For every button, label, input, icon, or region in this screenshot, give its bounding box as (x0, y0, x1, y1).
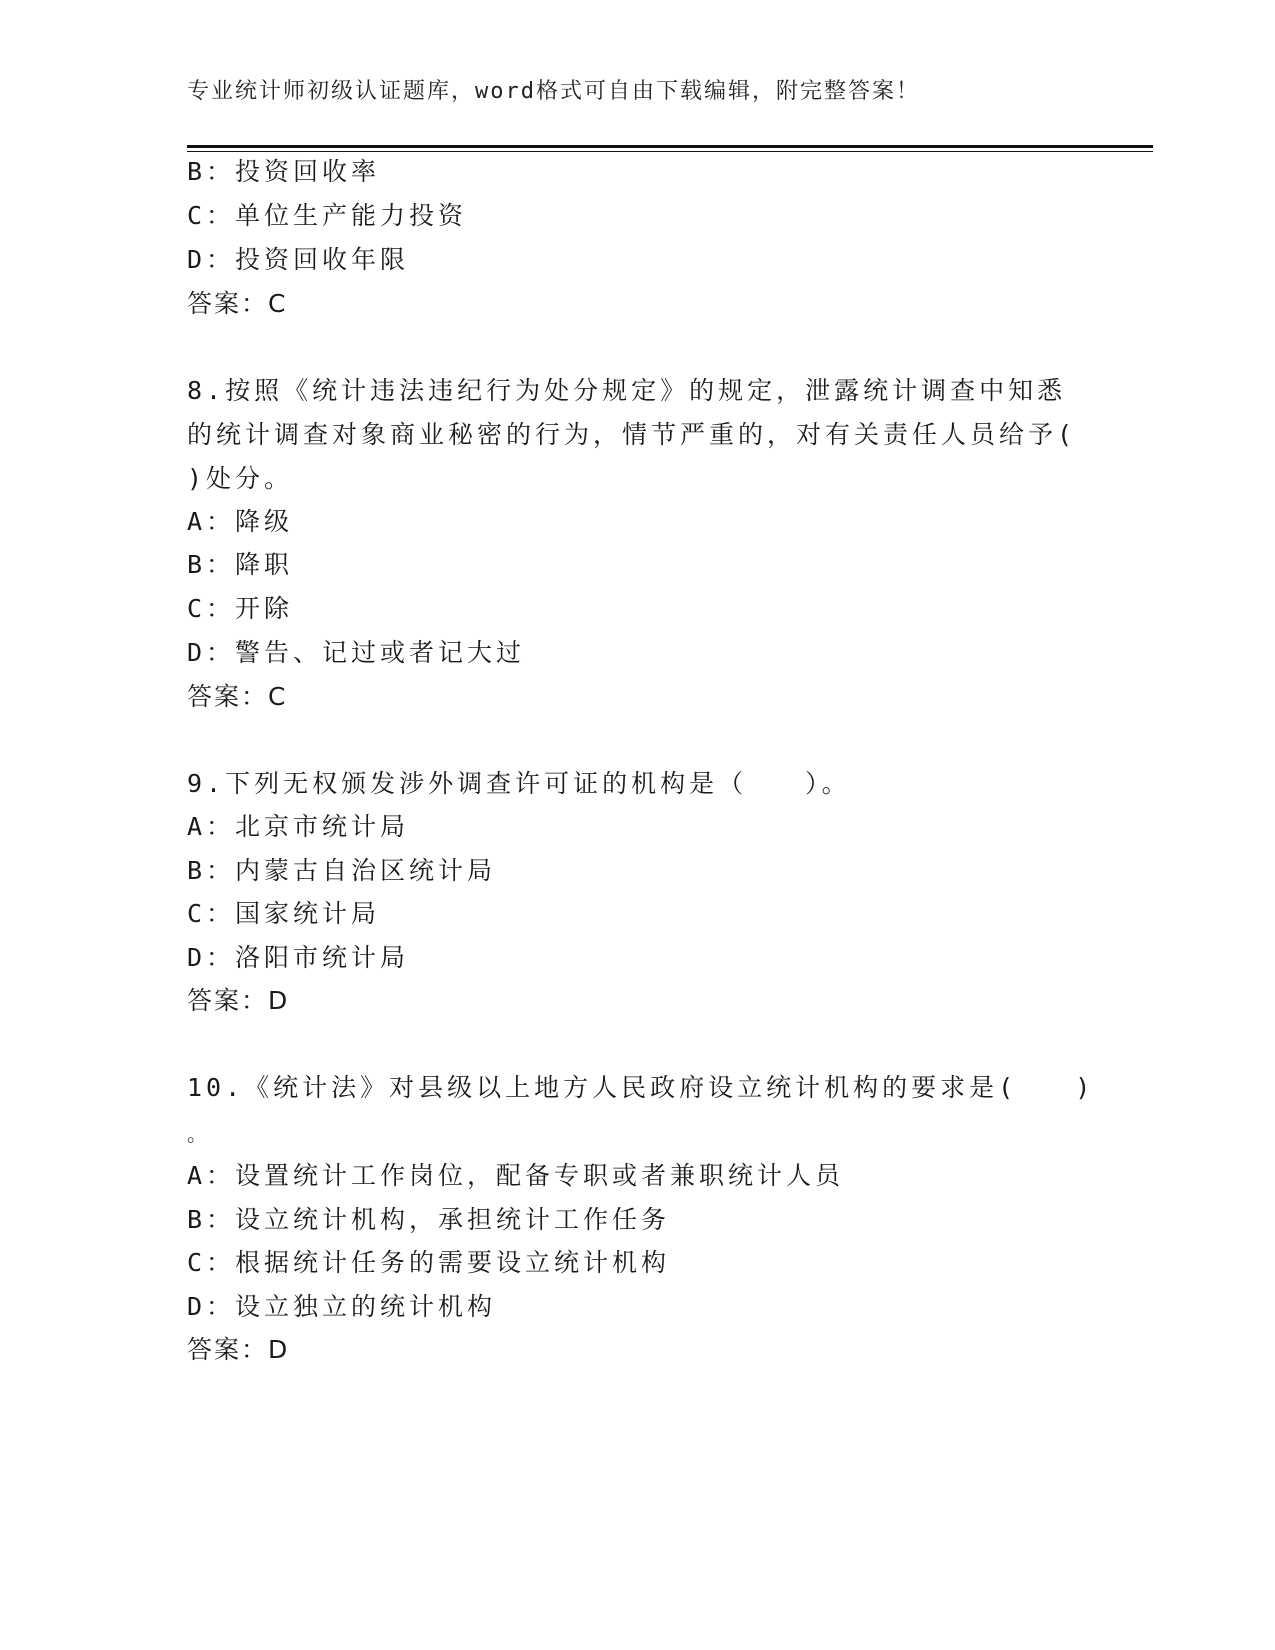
q8-option-a: A：降级 (187, 507, 294, 536)
header-rule-thick (187, 145, 1153, 148)
q8-answer: 答案：C (187, 682, 288, 711)
q8-stem-line3: )处分。 (187, 464, 294, 493)
q7-answer: 答案：C (187, 289, 288, 318)
q8-option-c: C：开除 (187, 594, 294, 623)
q10-option-c: C：根据统计任务的需要设立统计机构 (187, 1248, 671, 1277)
q7-option-d: D：投资回收年限 (187, 245, 410, 274)
q8-option-b: B：降职 (187, 550, 294, 579)
q7-option-b: B：投资回收率 (187, 157, 381, 186)
q9-option-d: D：洛阳市统计局 (187, 943, 410, 972)
q9-stem: 9.下列无权颁发涉外调查许可证的机构是（ ）。 (187, 769, 851, 798)
q10-stem-line2: 。 (187, 1122, 211, 1146)
q8-stem-line1: 8.按照《统计违法违纪行为处分规定》的规定，泄露统计调查中知悉 (187, 376, 1067, 405)
header-rule-thin (187, 151, 1153, 152)
q9-option-b: B：内蒙古自治区统计局 (187, 856, 497, 885)
q7-option-c: C：单位生产能力投资 (187, 201, 468, 230)
q10-answer: 答案：D (187, 1335, 290, 1364)
page-header: 专业统计师初级认证题库，word格式可自由下载编辑，附完整答案！ (187, 79, 920, 104)
q10-option-d: D：设立独立的统计机构 (187, 1292, 497, 1321)
q8-option-d: D：警告、记过或者记大过 (187, 638, 526, 667)
q9-answer: 答案：D (187, 986, 290, 1015)
q9-option-c: C：国家统计局 (187, 899, 381, 928)
q8-stem-line2: 的统计调查对象商业秘密的行为，情节严重的，对有关责任人员给予( (187, 420, 1077, 449)
q10-option-a: A：设置统计工作岗位，配备专职或者兼职统计人员 (187, 1161, 845, 1190)
q9-option-a: A：北京市统计局 (187, 812, 410, 841)
q10-stem-line1: 10.《统计法》对县级以上地方人民政府设立统计机构的要求是( ) (187, 1073, 1095, 1102)
q10-option-b: B：设立统计机构，承担统计工作任务 (187, 1205, 671, 1234)
